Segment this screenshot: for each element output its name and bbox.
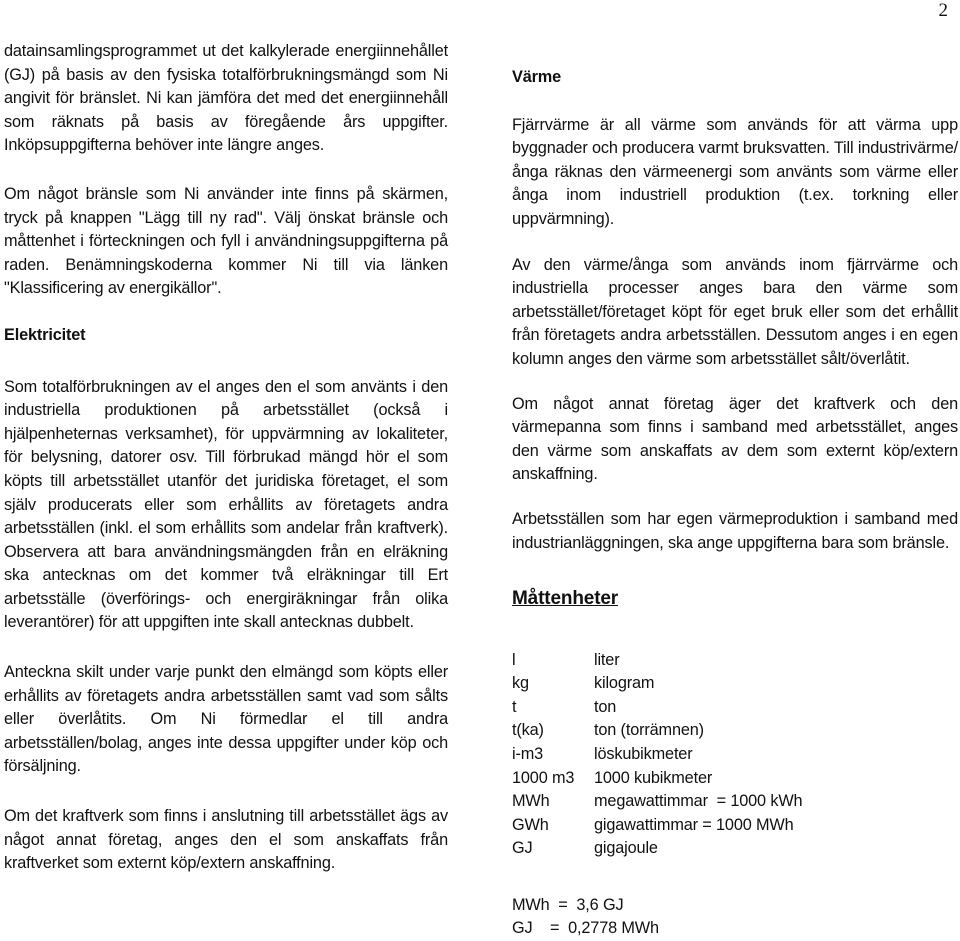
unit-abbreviation: GJ [512,839,533,858]
right-column [512,66,958,940]
units-table [512,649,802,861]
unit-row [512,814,802,838]
unit-abbreviation: 1000 m3 [512,768,575,787]
unit-row [512,696,802,720]
paragraph-intro: datainsamlingsprogrammet ut det kalkylerade energiinnehållet (GJ) på basis av den fysiska totalförbrukningsmängd som Ni angivit för bränslet. Ni kan jämföra det med det energiinnehåll som räknats på basis av föregående års uppgifter. Inköpsuppgifterna behöver inte längre anges. [4,42,448,155]
unit-name: ton [594,697,617,716]
unit-row [512,837,802,861]
unit-name: 1000 kubikmeter [594,768,713,787]
conversions [512,894,958,940]
left-column [4,40,448,901]
unit-abbreviation: GWh [512,815,549,834]
paragraph-el-kraftverk: Om det kraftverk som finns i anslutning till arbetsstället ägs av något annat företag, anges den el som anskaffats från kraftverket som externt köp/extern anskaffning. [4,807,448,873]
unit-name: löskubikmeter [594,745,693,764]
paragraph-varme-def: Fjärrvärme är all värme som används för att värma upp byggnader och producera varmt bruksvatten. Till industrivärme/ånga räknas den värmeenergi som använts som värme eller ånga inom industriell produktion (t.ex. torkning eller uppvärmning). [512,115,958,228]
paragraph-add-row: Om något bränsle som Ni använder inte finns på skärmen, tryck på knappen "Lägg till ny rad". Välj önskat bränsle och måttenhet i förteckningen och fyll i användningsuppgifterna på raden. Benämningskoderna kommer Ni till via länken "Klassificering av energikällor". [4,184,448,298]
paragraph-varme-egen: Arbetsställen som har egen värmeproduktion i samband med industrianläggningen, ska ange uppgifterna bara som bränsle. [512,509,958,552]
unit-name: megawattimmar = 1000 kWh [594,792,803,811]
unit-abbreviation: MWh [512,792,550,811]
unit-row [512,649,802,673]
conversion-mwh: MWh = 3,6 GJ [512,896,624,915]
heading-varme: Värme [512,68,562,86]
unit-name: kilogram [594,674,655,693]
unit-abbreviation: i-m3 [512,745,544,764]
unit-name: liter [594,650,620,669]
paragraph-el-total: Som totalförbrukningen av el anges den el som använts i den industriella produktionen på arbetsstället (också i hjälpenheternas verksamhet), för uppvärmning av lokaliteter, för belysning, datorer osv. Till förbrukad mängd hör el som köpts till arbetsstället utanför det juridiska företaget, el som själv producerats eller som erhållits av företagets andra arbetsställen (inkl. el som erhållits som andelar från kraftverk). Observera att bara användningsmängden från en elräkning ska antecknas om det kommer två elräkningar till Ert arbetsställe (överförings- och energiräkningar från olika leverantörer) för att uppgiften inte skall antecknas dubbelt. [4,377,448,632]
unit-name: ton (torrämnen) [594,721,704,740]
paragraph-el-separate: Anteckna skilt under varje punkt den elmängd som köpts eller erhållits av företagets andra arbetsställen samt vad som sålts eller överlåtits. Om Ni förmedlar el till andra arbetsställen/bolag, anges inte dessa uppgifter under köp och försäljning. [4,663,448,776]
conversion-gj: GJ = 0,2778 MWh [512,919,659,938]
heading-elektricitet: Elektricitet [4,325,86,344]
unit-name: gigajoule [594,839,658,858]
page-number: 2 [938,0,948,21]
unit-row [512,743,802,767]
unit-row [512,790,802,814]
unit-abbreviation: t [512,697,517,716]
unit-name: gigawattimmar = 1000 MWh [594,815,794,834]
heading-mattenheter: Måttenheter [512,588,619,610]
paragraph-varme-kraftverk: Om något annat företag äger det kraftverk och den värmepanna som finns i samband med arbetsstället, anges den värme som anskaffats av dem som externt köp/extern anskaffning. [512,394,958,484]
paragraph-varme-anges: Av den värme/ånga som används inom fjärrvärme och industriella processer anges bara den värme som arbetsstället/företaget köpt för eget bruk eller som det erhållit från företagets andra arbetsställen. Dessutom anges i en egen kolumn anges den värme som arbetsstället sålt/överlåtit. [512,255,958,368]
unit-row [512,719,802,743]
unit-row [512,767,802,791]
unit-row [512,672,802,696]
unit-abbreviation: t(ka) [512,721,544,740]
unit-abbreviation: l [512,650,516,669]
unit-abbreviation: kg [512,674,529,693]
